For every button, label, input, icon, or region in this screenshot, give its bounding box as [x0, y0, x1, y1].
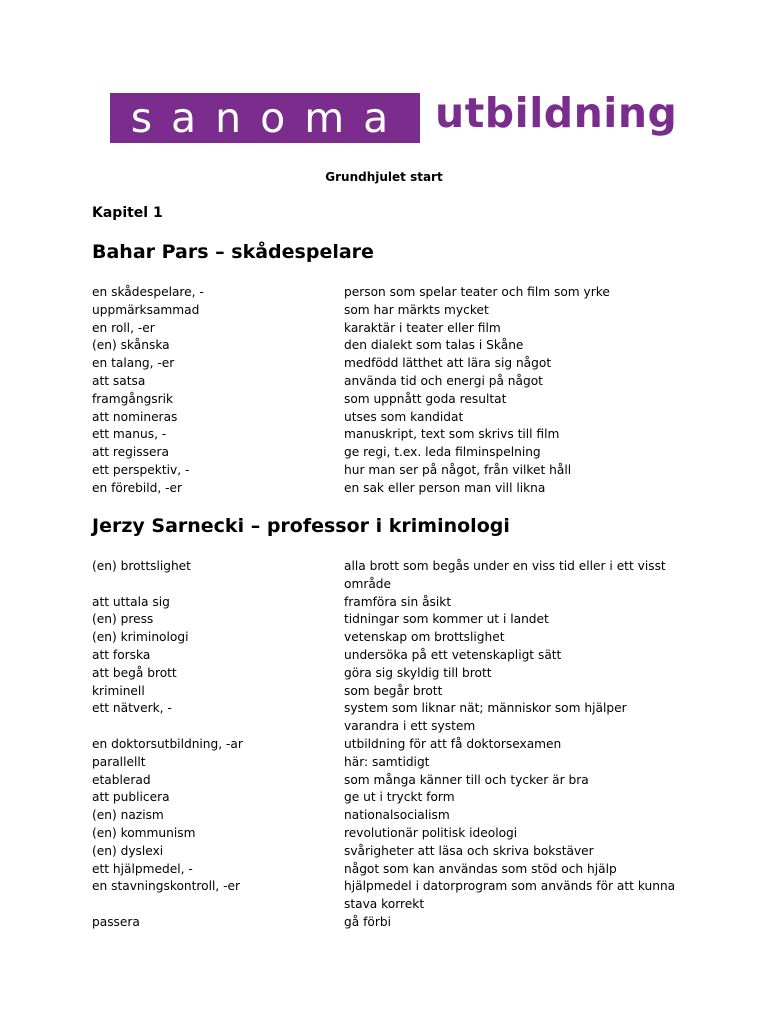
term: en stavningskontroll, -er [92, 879, 241, 894]
term: (en) dyslexi [92, 843, 164, 858]
definition: använda tid och energi på något [344, 373, 543, 388]
term: att begå brott [92, 665, 177, 680]
vocab-row [92, 878, 692, 914]
term: att uttala sig [92, 594, 170, 609]
section-heading: Bahar Pars – skådespelare [92, 241, 374, 263]
logo-brand: sanoma [110, 93, 420, 143]
definition: den dialekt som talas i Skåne [344, 338, 524, 353]
term: en doktorsutbildning, -ar [92, 736, 243, 751]
term: passera [92, 914, 140, 929]
term: en roll, -er [92, 320, 155, 335]
vocab-row [92, 736, 692, 754]
vocab-row [92, 807, 692, 825]
definition: undersöka på ett vetenskapligt sätt [344, 647, 562, 662]
vocab-row [92, 665, 692, 683]
logo-product: utbildning [435, 89, 678, 137]
sanoma-utbildning-logo [110, 89, 678, 143]
definition: tidningar som kommer ut i landet [344, 612, 549, 627]
vocab-row [92, 337, 692, 355]
term: (en) kriminologi [92, 630, 189, 645]
vocab-row [92, 320, 692, 338]
term: (en) nazism [92, 808, 164, 823]
vocab-row [92, 284, 692, 302]
definition: utbildning för att få doktorsexamen [344, 736, 562, 751]
vocab-row [92, 355, 692, 373]
term: en förebild, -er [92, 480, 182, 495]
definition: framföra sin åsikt [344, 594, 452, 609]
term: en talang, -er [92, 356, 175, 371]
term: att forska [92, 647, 151, 662]
section-heading: Jerzy Sarnecki – professor i kriminologi [92, 515, 510, 537]
vocab-row [92, 754, 692, 772]
definition: svårigheter att läsa och skriva bokstäver [344, 843, 594, 858]
vocab-row [92, 914, 692, 932]
term: att satsa [92, 373, 146, 388]
vocab-row [92, 700, 692, 736]
vocab-row [92, 825, 692, 843]
term: att nomineras [92, 409, 178, 424]
book-title: Grundhjulet start [325, 170, 443, 184]
term: ett perspektiv, - [92, 462, 190, 477]
vocab-row [92, 594, 692, 612]
vocab-row [92, 391, 692, 409]
term: ett nätverk, - [92, 701, 172, 716]
vocab-row [92, 843, 692, 861]
vocab-row [92, 558, 692, 594]
definition: gå förbi [344, 914, 391, 929]
chapter-title: Kapitel 1 [92, 205, 163, 221]
definition: alla brott som begås under en viss tid eller i ett visst område [344, 559, 666, 591]
vocab-list [92, 284, 692, 498]
term: parallellt [92, 754, 146, 769]
vocab-row [92, 302, 692, 320]
vocab-row [92, 789, 692, 807]
definition: som har märkts mycket [344, 302, 489, 317]
definition: ge regi, t.ex. leda filminspelning [344, 445, 541, 460]
definition: hur man ser på något, från vilket håll [344, 462, 572, 477]
definition: som begår brott [344, 683, 443, 698]
definition: en sak eller person man vill likna [344, 480, 546, 495]
vocab-row [92, 683, 692, 701]
definition: revolutionär politisk ideologi [344, 825, 518, 840]
term: (en) brottslighet [92, 559, 191, 573]
definition: vetenskap om brottslighet [344, 630, 505, 645]
term: att regissera [92, 445, 169, 460]
vocab-list [92, 558, 692, 932]
vocab-row [92, 772, 692, 790]
term: (en) kommunism [92, 825, 196, 840]
definition: ge ut i tryckt form [344, 790, 455, 805]
term: en skådespelare, - [92, 285, 204, 299]
definition: göra sig skyldig till brott [344, 665, 492, 680]
definition: system som liknar nät; människor som hjälper varandra i ett system [344, 701, 627, 734]
vocab-row [92, 444, 692, 462]
vocab-row [92, 647, 692, 665]
definition: som uppnått goda resultat [344, 391, 507, 406]
definition: hjälpmedel i datorprogram som används för att kunna stava korrekt [344, 879, 676, 912]
term: kriminell [92, 683, 145, 698]
vocab-row [92, 409, 692, 427]
term: att publicera [92, 790, 170, 805]
vocab-row [92, 462, 692, 480]
definition: här: samtidigt [344, 754, 430, 769]
definition: manuskript, text som skrivs till film [344, 427, 560, 442]
term: (en) press [92, 612, 154, 627]
term: etablerad [92, 772, 151, 787]
definition: nationalsocialism [344, 808, 450, 823]
definition: som många känner till och tycker är bra [344, 772, 589, 787]
vocab-row [92, 480, 692, 498]
definition: medfödd lätthet att lära sig något [344, 356, 552, 371]
vocab-row [92, 611, 692, 629]
term: uppmärksammad [92, 302, 200, 317]
term: ett manus, - [92, 427, 167, 442]
vocab-row [92, 629, 692, 647]
vocab-row [92, 426, 692, 444]
definition: utses som kandidat [344, 409, 464, 424]
term: framgångsrik [92, 391, 174, 406]
term: (en) skånska [92, 338, 170, 353]
definition: person som spelar teater och film som yrke [344, 285, 610, 299]
definition: något som kan användas som stöd och hjälp [344, 861, 617, 876]
vocab-row [92, 373, 692, 391]
definition: karaktär i teater eller film [344, 320, 501, 335]
vocab-row [92, 861, 692, 879]
term: ett hjälpmedel, - [92, 861, 193, 876]
